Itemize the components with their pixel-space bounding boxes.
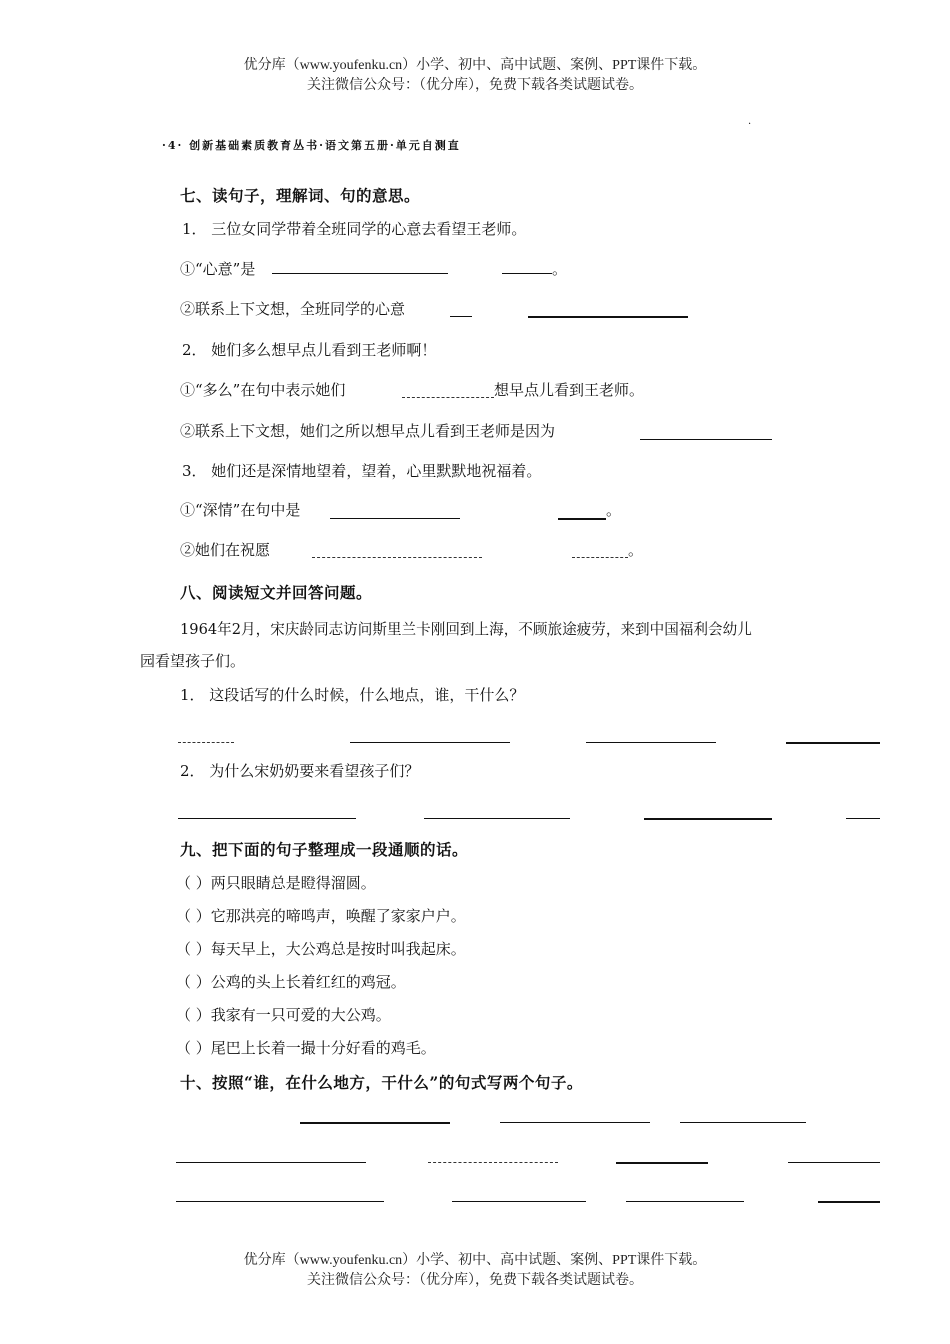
running-head: ·4· 创新基础素质教育丛书·语文第五册·单元自测直 [162, 139, 461, 152]
answer-line[interactable] [846, 818, 880, 819]
answer-line[interactable] [178, 818, 356, 819]
s9-item: （ ）每天早上，大公鸡总是按时叫我起床。 [176, 940, 466, 958]
s7-q3: 3． 她们还是深情地望着，望着，心里默默地祝福着。 [182, 462, 542, 480]
s7-q1b: ②联系上下文想，全班同学的心意 [180, 300, 406, 318]
answer-line[interactable] [586, 742, 716, 743]
answer-line[interactable] [626, 1201, 744, 1202]
page-header-line2: 关注微信公众号：（优分库），免费下载各类试题试卷。 [307, 78, 643, 93]
section8-title: 八、阅读短文并回答问题。 [180, 583, 373, 602]
answer-line[interactable] [572, 557, 628, 558]
answer-line[interactable] [786, 742, 880, 744]
s7-q2a: ①“多么”在句中表示她们 [180, 381, 346, 399]
section10-title: 十、按照“谁，在什么地方，干什么”的句式写两个句子。 [180, 1073, 583, 1092]
answer-line[interactable] [312, 557, 482, 558]
s7-q2a-end: 想早点儿看到王老师。 [494, 381, 645, 399]
answer-line[interactable] [680, 1122, 806, 1123]
answer-line[interactable] [450, 316, 472, 317]
page-footer-line1: 优分库（www.youfenku.cn）小学、初中、高中试题、案例、PPT课件下载。 [243, 1253, 707, 1268]
answer-line[interactable] [528, 316, 688, 318]
scan-speck: . [748, 116, 752, 127]
answer-line[interactable] [502, 273, 552, 274]
answer-line[interactable] [300, 1122, 450, 1124]
section9-title: 九、把下面的句子整理成一段通顺的话。 [180, 840, 469, 859]
page-header-line1: 优分库（www.youfenku.cn）小学、初中、高中试题、案例、PPT课件下载。 [243, 58, 707, 73]
s7-q1a-end: 。 [552, 260, 568, 278]
answer-line[interactable] [424, 818, 570, 819]
s8-passage-line2: 园看望孩子们。 [140, 652, 246, 670]
answer-line[interactable] [176, 1201, 384, 1202]
answer-line[interactable] [428, 1162, 558, 1163]
s9-item: （ ）我家有一只可爱的大公鸡。 [176, 1006, 391, 1024]
s8-q1: 1． 这段话写的什么时候，什么地点，谁，干什么？ [180, 686, 525, 704]
s7-q2: 2． 她们多么想早点儿看到王老师啊！ [182, 341, 437, 359]
answer-line[interactable] [350, 742, 510, 743]
answer-line[interactable] [452, 1201, 586, 1202]
s9-item: （ ）公鸡的头上长着红红的鸡冠。 [176, 973, 406, 991]
answer-line[interactable] [402, 397, 494, 398]
s7-q3b-end: 。 [628, 541, 644, 559]
s7-q3b: ②她们在祝愿 [180, 541, 271, 559]
answer-line[interactable] [178, 742, 234, 743]
answer-line[interactable] [818, 1201, 880, 1203]
answer-line[interactable] [788, 1162, 880, 1163]
s9-item: （ ）它那洪亮的啼鸣声，唤醒了家家户户。 [176, 907, 466, 925]
answer-line[interactable] [176, 1162, 366, 1163]
answer-line[interactable] [500, 1122, 650, 1123]
s7-q1: 1． 三位女同学带着全班同学的心意去看望王老师。 [182, 220, 527, 238]
answer-line[interactable] [272, 273, 448, 274]
answer-line[interactable] [558, 518, 606, 520]
section7-title: 七、读句子，理解词、句的意思。 [180, 186, 421, 205]
page-footer-line2: 关注微信公众号：（优分库），免费下载各类试题试卷。 [307, 1273, 643, 1288]
answer-line[interactable] [330, 518, 460, 519]
s7-q3a-end: 。 [606, 501, 622, 519]
answer-line[interactable] [616, 1162, 708, 1164]
s7-q2b: ②联系上下文想，她们之所以想早点儿看到王老师是因为 [180, 422, 556, 440]
s7-q1a: ①“心意”是 [180, 260, 256, 278]
answer-line[interactable] [640, 439, 772, 440]
answer-line[interactable] [644, 818, 772, 820]
s9-item: （ ）两只眼睛总是瞪得溜圆。 [176, 874, 376, 892]
s9-item: （ ）尾巴上长着一撮十分好看的鸡毛。 [176, 1039, 436, 1057]
s7-q3a: ①“深情”在句中是 [180, 501, 301, 519]
s8-q2: 2． 为什么宋奶奶要来看望孩子们？ [180, 762, 420, 780]
s8-passage-line1: 1964年2月，宋庆龄同志访问斯里兰卡刚回到上海，不顾旅途疲劳，来到中国福利会幼儿 [180, 621, 752, 638]
